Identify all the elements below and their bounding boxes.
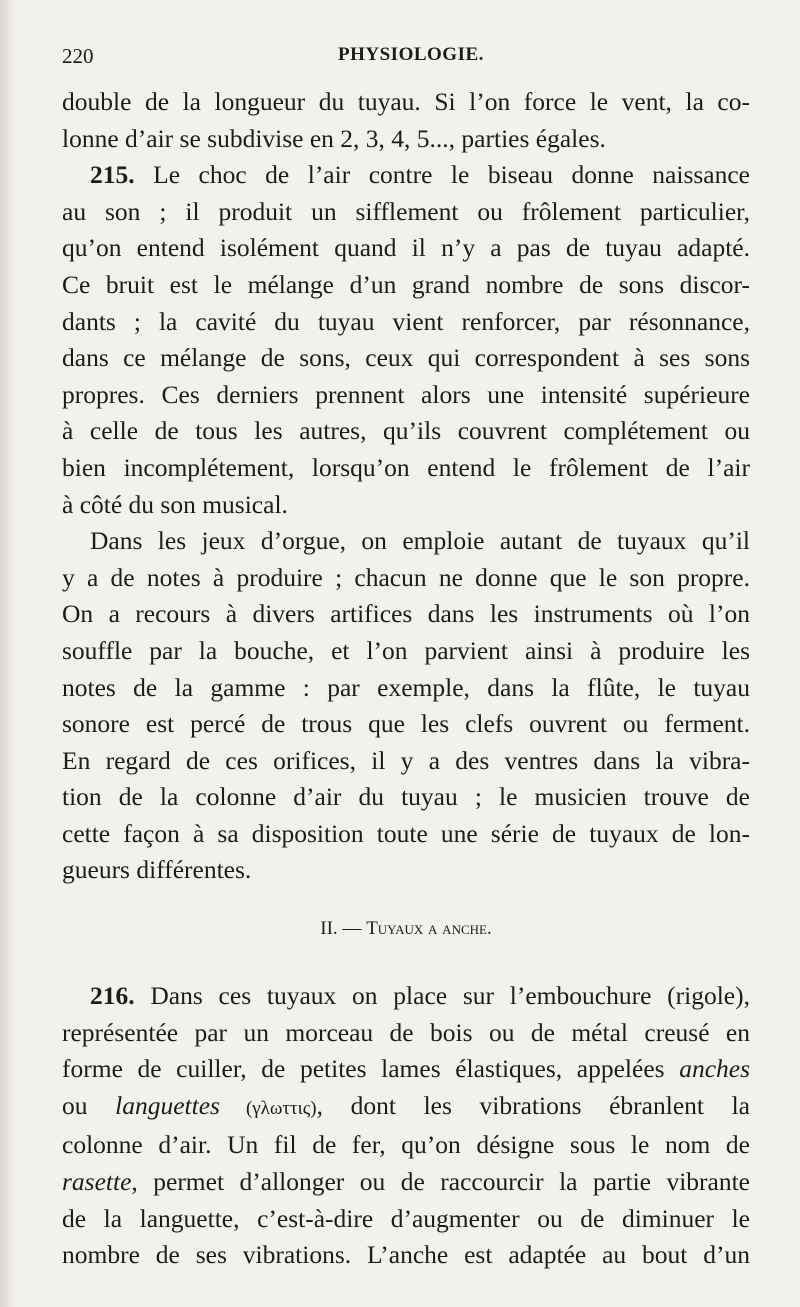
text-line: au son ; il produit un sifflement ou frôlement particulier, — [62, 196, 750, 226]
text-line: Le choc de l’air contre le biseau donne naissance — [134, 160, 750, 190]
paragraph-line — [62, 706, 750, 743]
paragraph-line — [62, 852, 750, 889]
paragraph-line — [62, 267, 750, 304]
section-heading — [62, 918, 750, 940]
paragraph-line — [62, 560, 750, 597]
text-line: forme de cuiller, de petites lames élastiques, appelées — [62, 1054, 680, 1084]
paragraph-line — [62, 670, 750, 707]
body-text-top — [62, 84, 750, 889]
paragraph-line — [62, 304, 750, 341]
paragraph-line — [62, 1088, 750, 1128]
text-line: qu’on entend isolément quand il n’y a pas de tuyau adapté. — [62, 233, 750, 263]
text-line: y a de notes à produire ; chacun ne donne que le son propre. — [62, 562, 750, 592]
text-line: dans ce mélange de sons, ceux qui correspondent à ses sons — [62, 343, 750, 373]
text-line: gueurs différentes. — [62, 855, 252, 885]
body-text-bottom — [62, 978, 750, 1274]
paragraph-216 — [62, 978, 750, 1015]
paragraph-line — [62, 779, 750, 816]
text-line: à côté du son musical. — [62, 489, 288, 519]
page-header — [62, 44, 752, 74]
text-line: Dans ces tuyaux on place sur l’embouchure (rigole), — [134, 981, 750, 1010]
text-line: , permet d’allonger ou de raccourcir la partie vibrante — [131, 1166, 750, 1196]
text-line: bien incomplétement, lorsqu’on entend le frôlement de l’air — [62, 452, 750, 482]
greek-term: (γλωττις) — [219, 1097, 317, 1119]
italic-term: rasette — [62, 1166, 132, 1196]
text-line: dants ; la cavité du tuyau vient renforcer, par résonnance, — [62, 306, 750, 336]
paragraph-line — [62, 1127, 750, 1164]
text-line: cette façon à sa disposition toute une série de tuyaux de lon- — [62, 818, 750, 848]
text-line: représentée par un morceau de bois ou de métal creusé en — [62, 1017, 750, 1047]
text-line: Ce bruit est le mélange d’un grand nombre de sons discor- — [62, 269, 750, 299]
running-title: PHYSIOLOGIE. — [338, 44, 484, 65]
text-line: notes de la gamme : par exemple, dans la flûte, le tuyau — [62, 672, 750, 702]
paragraph-line — [62, 1201, 750, 1238]
text-line: propres. Ces derniers prennent alors une intensité supérieure — [62, 379, 750, 409]
paragraph-line — [62, 1164, 750, 1201]
text-line: Dans les jeux d’orgue, on emploie autant de tuyaux qu’il — [90, 526, 750, 556]
text-line: tion de la colonne d’air du tuyau ; le musicien trouve de — [62, 782, 750, 812]
gutter-shadow — [0, 0, 14, 1307]
text-line: ou — [62, 1090, 116, 1120]
paragraph-continuation-end — [62, 121, 750, 158]
paragraph-line — [62, 743, 750, 780]
text-line: En regard de ces orifices, il y a des ventres dans la vibra- — [62, 745, 750, 775]
paragraph-line — [62, 1015, 750, 1052]
text-line: colonne d’air. Un fil de fer, qu’on désigne sous le nom de — [62, 1130, 750, 1160]
text-line: On a recours à divers artifices dans les instruments où l’on — [62, 599, 750, 629]
paragraph-line — [62, 487, 750, 524]
page-number: 220 — [62, 44, 94, 68]
paragraph-organ — [62, 523, 750, 560]
text-line: souffle par la bouche, et l’on parvient ainsi à produire les — [62, 635, 750, 665]
paragraph-line — [62, 1051, 750, 1088]
paragraph-line — [62, 596, 750, 633]
paragraph-215 — [62, 157, 750, 194]
paragraph-line — [62, 340, 750, 377]
text-line: à celle de tous les autres, qu’ils couvrent complétement ou — [62, 416, 750, 446]
italic-term: languettes — [115, 1090, 220, 1120]
paragraph-line — [62, 377, 750, 414]
section-numeral: II. — — [320, 918, 367, 939]
paragraph-line — [62, 816, 750, 853]
paragraph-continuation — [62, 84, 750, 121]
paragraph-line — [62, 1237, 750, 1274]
section-title: Tuyaux a anche. — [366, 918, 492, 939]
text-line: nombre de ses vibrations. L’anche est adaptée au bout d’un — [62, 1240, 750, 1270]
paragraph-number: 216. — [90, 981, 135, 1010]
italic-term: anches — [679, 1054, 750, 1084]
text-line: , dont les vibrations ébranlent la — [316, 1090, 750, 1120]
paragraph-line — [62, 194, 750, 231]
paragraph-number: 215. — [90, 160, 135, 190]
paragraph-line — [62, 230, 750, 267]
paragraph-line — [62, 633, 750, 670]
text-line: de la languette, c’est-à-dire d’augmenter ou de diminuer le — [62, 1203, 750, 1233]
text-line: double de la longueur du tuyau. Si l’on force le vent, la co- — [62, 87, 750, 116]
paragraph-line — [62, 413, 750, 450]
text-line: lonne d’air se subdivise en 2, 3, 4, 5..., parties égales. — [62, 123, 606, 153]
paragraph-line — [62, 450, 750, 487]
text-line: sonore est percé de trous que les clefs ouvrent ou ferment. — [62, 709, 750, 739]
